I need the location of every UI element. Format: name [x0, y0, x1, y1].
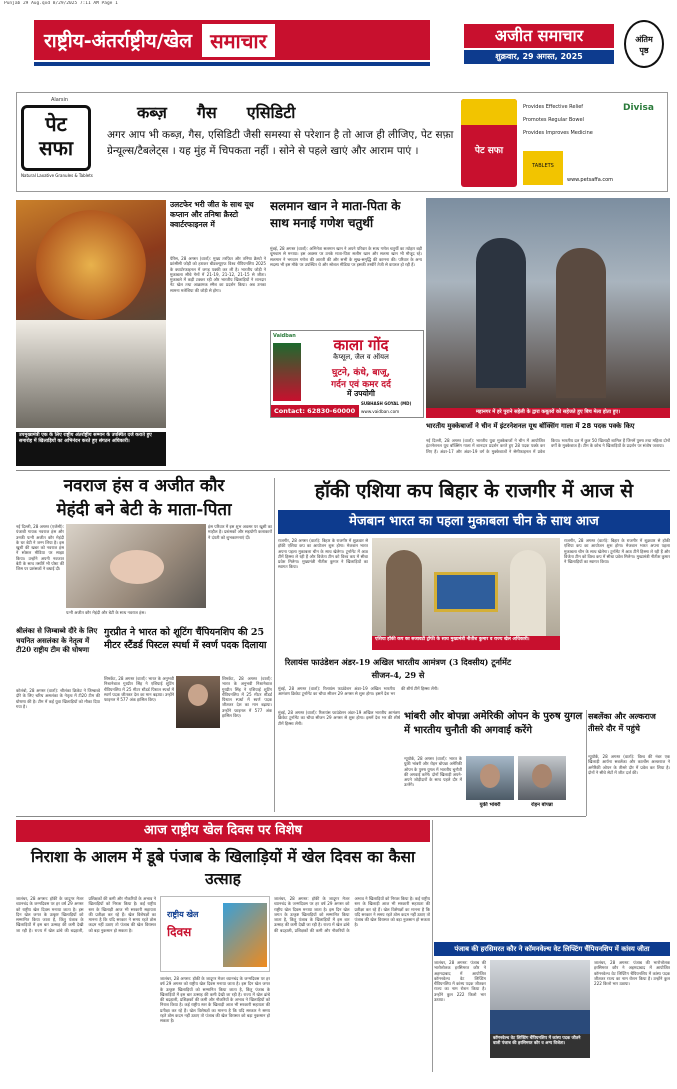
story1-body: पेरिस, 28 अगस्त (वार्ता): मुख्य तरफ़ित और तनिषा क्रैस्टो ने फ्रांसीसी जोड़ी को हराकर बीडब्ल्यूएफ विश्व चैंपियनशिप 2025 के क्वार्टरफाइनल में जगह पक्की कर ली है। भारतीय जोड़ी ने मुकाबला सीधे गेमों में 21-19, 21-12, 21-15 से जीता। मुकाबले में कड़ी टक्कर रही और भारतीय खिलाड़ियों ने शानदार नेट खेल तथा आक्रामक स्मैश का प्रदर्शन किया। अब उनका सामना मलेशिया की जोड़ी से होगा।	[170, 256, 266, 293]
ad-kw-constipation: कब्ज़	[137, 103, 167, 122]
ad-logo-word-1: पेट	[45, 112, 67, 136]
ad-kw-gas: गैस	[196, 103, 217, 122]
photo-idol-shape	[36, 210, 146, 320]
final-page-badge	[624, 20, 664, 68]
kala-gond-doctor: SUBHASH GOYAL (MD)	[361, 401, 412, 406]
story6-headline: गुरप्रीत ने भारत को शूटिंग चैंपियनशिप की 25 मीटर स्टैंडर्ड पिस्टल स्पर्धा में स्वर्ण पदक दिलाया	[104, 627, 267, 651]
label-yuki: युकी भांबरी	[479, 802, 501, 808]
story4-headline-2: मेहंदी बने बेटी के माता-पिता	[56, 500, 232, 520]
story4-photo-caption: पत्नी अजीत कौर मेहंदी और बेटी के साथ नवराज हंस।	[66, 610, 146, 615]
ad-logo-block	[21, 97, 105, 187]
ad-logo-word-2: सफा	[38, 136, 74, 160]
paper-name: अजीत समाचार	[464, 24, 614, 48]
special-body-3: जालंधर, 28 अगस्त: हॉकी के जादूगर मेजर ध्यानचंद के जन्मदिवस पर हर वर्ष 29 अगस्त को राष्ट्रीय खेल दिवस मनाया जाता है। इस दिन खेल जगत के उत्कृष्ट खिलाड़ियों को सम्मानित किया जाता है, किंतु पंजाब के खिलाड़ियों में इस बार उत्साह की कमी देखी जा रही है। राज्य में खेल ढांचे की बदहाली, प्रशिक्षकों की कमी और नौकरियों के अभाव ने खिलाड़ियों को निराश किया है। कई राष्ट्रीय स्तर के खिलाड़ी आज भी सरकारी सहायता की प्रतीक्षा कर रहे हैं। खेल विशेषज्ञों का मानना है कि यदि सरकार ने समय रहते ठोस कदम नहीं उठाए तो पंजाब की खेल विरासत को बड़ा नुकसान हो सकता है।	[274, 896, 430, 933]
kala-gond-advertisement[interactable]	[270, 330, 424, 418]
ad-bullet-3: Provides Improves Medicine	[523, 130, 593, 136]
masthead	[12, 10, 668, 84]
rule-1	[16, 470, 670, 471]
masthead-left-bar	[34, 20, 430, 60]
ad-bullet-1: Provides Effective Relief	[523, 104, 584, 110]
special-body-2: जालंधर, 28 अगस्त: हॉकी के जादूगर मेजर ध्यानचंद के जन्मदिवस पर हर वर्ष 29 अगस्त को राष्ट्रीय खेल दिवस मनाया जाता है। इस दिन खेल जगत के उत्कृष्ट खिलाड़ियों को सम्मानित किया जाता है, किंतु पंजाब के खिलाड़ियों में इस बार उत्साह की कमी देखी जा रही है। राज्य में खेल ढांचे की बदहाली, प्रशिक्षकों की कमी और नौकरियों के अभाव ने खिलाड़ियों को निराश किया है। कई राष्ट्रीय स्तर के खिलाड़ी आज भी सरकारी सहायता की प्रतीक्षा कर रहे हैं। खेल विशेषज्ञों का मानना है कि यदि सरकार ने समय रहते ठोस कदम नहीं उठाए तो पंजाब की खेल विरासत को बड़ा नुकसान हो सकता है।	[160, 976, 270, 1024]
ad-pack-label: पेट सफा	[474, 146, 504, 156]
photo-yuki-face	[480, 764, 500, 788]
photo-weightlifting-podium	[490, 960, 590, 1034]
story7-body-2: राजगीर, 28 अगस्त (वार्ता): बिहार के राजगीर में शुक्रवार से हॉकी एशिया कप का आयोजन शुरू होगा। मेजबान भारत अपना पहला मुकाबला चीन के साथ खेलेगा। टूर्नामेंट में आठ टीमें हिस्सा ले रही हैं और विजेता टीम को विश्व कप में सीधा प्रवेश मिलेगा। मुख्यमंत्री नीतीश कुमार ने खिलाड़ियों का स्वागत किया।	[564, 538, 670, 565]
story4-headline-1: नवराज हंस व अजीत कौर	[63, 476, 225, 496]
story6-body: शिमकेंट, 28 अगस्त (वार्ता): भारत के अनुभवी निशानेबाज गुरप्रीत सिंह ने एशियाई शूटिंग चैंपियनशिप में 25 मीटर स्टैंडर्ड पिस्टल स्पर्धा में स्वर्ण पदक जीतकर देश का मान बढ़ाया। उन्होंने फाइनल में 577 अंक हासिल किए।	[104, 676, 174, 703]
story1-headline: उलटफेर भरी जीत के साथ यूथ कप्तान और तनिषा क्रैस्टो क्वार्टरफाइनल में	[170, 200, 254, 229]
special-banner: आज राष्ट्रीय खेल दिवस पर विशेष	[16, 820, 430, 842]
story2-body: मुंबई, 28 अगस्त (वार्ता): अभिनेता सलमान खान ने अपने परिवार के साथ गणेश चतुर्थी का त्योहार बड़ी धूमधाम से मनाया। इस अवसर पर उनके माता-पिता सलीम खान और सलमा खान भी मौजूद रहे। सलमान ने भगवान गणेश की आरती की और सभी के सुख-समृद्धि की कामना की। परिवार के अन्य सदस्य भी इस मौके पर उपस्थित थे और सोशल मीडिया पर इसकी तस्वीरें तेजी से वायरल हो रही हैं।	[270, 246, 422, 267]
photo-newborn	[66, 524, 206, 608]
story8-body-cont: मुंबई, 28 अगस्त (वार्ता): रिलायंस फाउंडेशन अंडर-19 अखिल भारतीय आमंत्रण क्रिकेट टूर्नामेंट का चौथा सीजन 29 अगस्त से शुरू होगा। इसमें देश भर की शीर्ष टीमें हिस्सा लेंगी।	[278, 710, 400, 726]
ad-keywords	[117, 101, 457, 123]
story7-body: राजगीर, 28 अगस्त (वार्ता): बिहार के राजगीर में शुक्रवार से हॉकी एशिया कप का आयोजन शुरू होगा। मेजबान भारत अपना पहला मुकाबला चीन के साथ खेलेगा। टूर्नामेंट में आठ टीमें हिस्सा ले रही हैं और विजेता टीम को विश्व कप में सीधा प्रवेश मिलेगा। मुख्यमंत्री नीतीश कुमार ने खिलाड़ियों का स्वागत किया।	[278, 538, 368, 570]
ad-logo-sub: Natural Laxative Granules & Tablets	[21, 173, 93, 178]
story11-body-2: जालंधर, 28 अगस्त: पंजाब की भारोत्तोलक हरसिमरत कौर ने अहमदाबाद में आयोजित कॉमनवेल्थ वेट लिफ्टिंग चैंपियनशिप में कांस्य पदक जीतकर राज्य का नाम रोशन किया है। उन्होंने कुल 222 किलो भार उठाया।	[594, 960, 670, 987]
photo-hockey-person-2	[510, 550, 546, 636]
kala-gond-line1: घुटने, कंधे, बाजू,	[332, 368, 390, 377]
story2-headline: सलमान खान ने माता-पिता के साथ मनाई गणेश चतुर्थी	[270, 199, 401, 230]
photo-rohan-face	[532, 764, 552, 788]
photo-family-caption: महानगर में हरे पुराने सहेली के द्वारा कबूतरों को सहेजते हुए बिच मेला होता हुए।	[426, 408, 670, 418]
kala-gond-web[interactable]: www.vaidban.com	[361, 409, 400, 414]
special-body: जालंधर, 28 अगस्त: हॉकी के जादूगर मेजर ध्यानचंद के जन्मदिवस पर हर वर्ष 29 अगस्त को राष्ट्रीय खेल दिवस मनाया जाता है। इस दिन खेल जगत के उत्कृष्ट खिलाड़ियों को सम्मानित किया जाता है, किंतु पंजाब के खिलाड़ियों में इस बार उत्साह की कमी देखी जा रही है। राज्य में खेल ढांचे की बदहाली, प्रशिक्षकों की कमी और नौकरियों के अभाव ने खिलाड़ियों को निराश किया है। कई राष्ट्रीय स्तर के खिलाड़ी आज भी सरकारी सहायता की प्रतीक्षा कर रहे हैं। खेल विशेषज्ञों का मानना है कि यदि सरकार ने समय रहते ठोस कदम नहीं उठाए तो पंजाब की खेल विरासत को बड़ा नुकसान हो सकता है।	[16, 896, 156, 933]
ad-logo	[21, 105, 91, 171]
ad-tablets-label: TABLETS	[532, 163, 554, 169]
kala-gond-brand: Vaidban	[273, 333, 296, 339]
ad-bullet-2: Promotes Regular Bowel	[523, 117, 584, 123]
photo-figure-1	[476, 238, 526, 388]
story9-body: न्यूयॉर्क, 28 अगस्त (वार्ता): भारत के युकी भांबरी और रोहन बोपन्ना अमेरिकी ओपन के पुरुष युगल में भारतीय चुनौती की अगवाई करेंगे। दोनों खिलाड़ी अपने-अपने जोड़ीदारों के साथ पहले दौर में उतरेंगे।	[404, 756, 462, 788]
col-rule-a	[274, 478, 275, 812]
photo-figure-2	[556, 248, 606, 398]
photo-ceremony	[16, 200, 166, 428]
story9-headline: भांबरी और बोपन्ना अमेरिकी ओपन के पुरुष युगल में भारतीय चुनौती की अगवाई करेंगे	[404, 711, 583, 736]
story4-body-2: हंस परिवार में इस शुभ अवसर पर खुशी का माहौल है। प्रशंसकों और सहयोगी कलाकारों ने दंपती को शुभकामनाएं दीं।	[208, 524, 272, 540]
ad-product-pack	[461, 99, 517, 187]
graphic-title: राष्ट्रीय खेल	[167, 910, 199, 919]
section-title: राष्ट्रीय-अंतर्राष्ट्रीय/खेल	[44, 30, 193, 52]
story4-body: नई दिल्ली, 28 अगस्त (एजेंसी): पंजाबी गायक नवराज हंस और उनकी पत्नी अजीत कौर मेहंदी के घर बेटी ने जन्म लिया है। इस खुशी की खबर को नवराज हंस ने सोशल मीडिया पर साझा किया। उन्होंने अपनी नवजात बेटी के साथ तस्वीरें भी पोस्ट कीं जिस पर प्रशंसकों ने बधाई दी।	[16, 524, 64, 572]
print-slug: Punjab 29 Aug.qxd 8/29/2025 7:11 AM Page 1	[4, 1, 118, 6]
kala-gond-products	[273, 343, 301, 401]
graphic-word: दिवस	[167, 925, 192, 939]
ad-brand-small: Alarsin	[51, 97, 69, 103]
story5-headline: श्रीलंका से जिम्बाब्वे दौरे के लिए चयनित असलंका के नेतृत्व में टी20 राष्ट्रीय टीम की घोषणा	[16, 626, 98, 654]
issue-date: शुक्रवार, 29 अगस्त, 2025	[464, 50, 614, 64]
photo-weightlifting-caption: कॉमनवेल्थ वेट लिफ्टिंग चैंपियनशिप में कांस्य पदक जीतने वाली पंजाब की हरसिमरत कौर व अन्य विजेता।	[490, 1034, 590, 1058]
ad-kw-acidity: एसिडिटी	[246, 103, 296, 122]
story11-body: जालंधर, 28 अगस्त: पंजाब की भारोत्तोलक हरसिमरत कौर ने अहमदाबाद में आयोजित कॉमनवेल्थ वेट लिफ्टिंग चैंपियनशिप में कांस्य पदक जीतकर राज्य का नाम रोशन किया है। उन्होंने कुल 222 किलो भार उठाया।	[434, 960, 486, 1003]
photo-ceremony-caption: उपमुख्यमंत्री एक के लिए राष्ट्रीय अंतर्राष्ट्रीय सम्मान के उपस्थित दर्ज कराते हुए समारोह में खिलाड़ियों का अभिनंदन करते हुए संगठन अधिकारी।	[16, 432, 166, 466]
col-rule-c	[586, 710, 587, 816]
photo-podium-base	[490, 1010, 590, 1034]
story3-headline: भारतीय मुक्केबाजों ने चीन में इंटरनेशनल यूथ बॉक्सिंग गाला में 28 पदक पक्के किए	[426, 422, 635, 430]
masthead-underline	[34, 62, 430, 66]
photo-hockey-cup	[372, 538, 560, 636]
ad-pack-top	[461, 99, 517, 125]
photo-people-shape	[16, 320, 166, 428]
kala-gond-line2: गर्दन एवं कमर दर्द	[331, 380, 391, 389]
photo-family-event	[426, 198, 670, 408]
kala-gond-sub: कैप्सूल, जैल व ऑयल	[333, 353, 389, 361]
ad-body-text: अगर आप भी कब्ज़, गैस, एसिडिटी जैसी समस्या से परेशान है तो आज ही लीजिए, पेट सफ़ा ग्रेन्यूल्स/टैबलेट्स । यह मुंह में चिपकता नहीं । सोने से पहले खाएं और आराम पाएं ।	[107, 129, 454, 157]
photo-hockey-caption: एशिया हॉकी कप का सजावटी ट्रॉफी के साथ मुख्यमंत्री नीतीश कुमार व राज्य खेल अधिकारी।	[372, 636, 560, 650]
story7-subheadline: मेजबान भारत का पहला मुकाबला चीन के साथ आज	[278, 510, 670, 534]
photo-baby-shape	[110, 550, 164, 584]
badge-line-2: पृष्ठ	[639, 46, 649, 55]
photo-shooter-head	[188, 684, 208, 706]
label-rohan: रोहन बोपन्ना	[531, 802, 553, 808]
ad-tablets-box	[523, 151, 563, 185]
photo-hockey-person-1	[386, 550, 422, 636]
story8-headline: रिलायंस फाउंडेशन अंडर-19 अखिल भारतीय आमंत्रण (3 दिवसीय) टूर्नामेंट सीजन-4, 29 से	[284, 657, 512, 680]
photo-rohan-bopanna	[518, 756, 566, 800]
story3-body: नई दिल्ली, 28 अगस्त (वार्ता): भारतीय युवा मुक्केबाजों ने चीन में आयोजित इंटरनेशनल यूथ बॉक्सिंग गाला में शानदार प्रदर्शन करते हुए 28 पदक पक्के कर लिए हैं। अंडर-17 और अंडर-19 वर्ग के मुक्केबाजों ने सेमीफाइनल में प्रवेश किया। भारतीय दल में कुल 50 खिलाड़ी शामिल हैं जिनमें पुरुष तथा महिला दोनों वर्गों के मुक्केबाज हैं। टीम के कोच ने खिलाड़ियों के प्रदर्शन पर संतोष जताया।	[426, 438, 670, 454]
special-graphic	[160, 896, 270, 972]
story6-body-cont: शिमकेंट, 28 अगस्त (वार्ता): भारत के अनुभवी निशानेबाज गुरप्रीत सिंह ने एशियाई शूटिंग चैंपियनशिप में 25 मीटर स्टैंडर्ड पिस्टल स्पर्धा में स्वर्ण पदक जीतकर देश का मान बढ़ाया। उन्होंने फाइनल में 577 अंक हासिल किए।	[222, 676, 272, 719]
badge-line-1: अंतिम	[635, 35, 653, 44]
kala-gond-line3: में उपयोगी	[347, 389, 375, 398]
col-rule-b	[432, 820, 433, 1072]
story8-body: मुंबई, 28 अगस्त (वार्ता): रिलायंस फाउंडेशन अंडर-19 अखिल भारतीय आमंत्रण क्रिकेट टूर्नामेंट का चौथा सीजन 29 अगस्त से शुरू होगा। इसमें देश भर की शीर्ष टीमें हिस्सा लेंगी।	[278, 686, 439, 697]
section-word: समाचार	[202, 24, 275, 57]
story5-body: कोलंबो, 28 अगस्त (वार्ता): श्रीलंका क्रिकेट ने जिम्बाब्वे दौरे के लिए चरिथ असलंका के नेतृत्व में टी20 टीम की घोषणा की है। टीम में कई युवा खिलाड़ियों को मौका दिया गया है।	[16, 688, 100, 709]
kala-gond-contact[interactable]: Contact: 62830-60000	[271, 405, 359, 418]
ad-website[interactable]: www.petsaffa.com	[567, 177, 614, 183]
photo-yuki-bhambri	[466, 756, 514, 800]
special-headline: निराशा के आलम में डूबे पंजाब के खिलाड़ियों में खेल दिवस का कैसा उत्साह	[31, 847, 415, 888]
kala-gond-title: काला गोंद	[333, 336, 389, 353]
top-advertisement[interactable]	[16, 92, 668, 192]
story7-headline: हॉकी एशिया कप बिहार के राजगीर में आज से	[314, 480, 634, 502]
ad-divisa-logo: Divisa	[623, 103, 654, 113]
photo-hockey-frame	[434, 572, 498, 612]
story10-headline: सबलेंका और अल्कराज तीसरे दौर में पहुंचे	[588, 711, 656, 733]
rule-2	[16, 816, 586, 817]
story10-body: न्यूयॉर्क, 28 अगस्त (वार्ता): विश्व की नंबर एक खिलाड़ी आर्यना सबलेंका और कार्लोस अल्कराज ने अमेरिकी ओपन के तीसरे दौर में प्रवेश कर लिया है। दोनों ने सीधे सेटों में जीत दर्ज की।	[588, 754, 670, 775]
graphic-figures	[223, 903, 267, 967]
photo-shooter	[176, 676, 220, 728]
story11-headline: पंजाब की हरसिमरत कौर ने कॉमनवेल्थ वेट लिफ्टिंग चैंपियनशिप में कांस्य जीता	[434, 942, 670, 956]
